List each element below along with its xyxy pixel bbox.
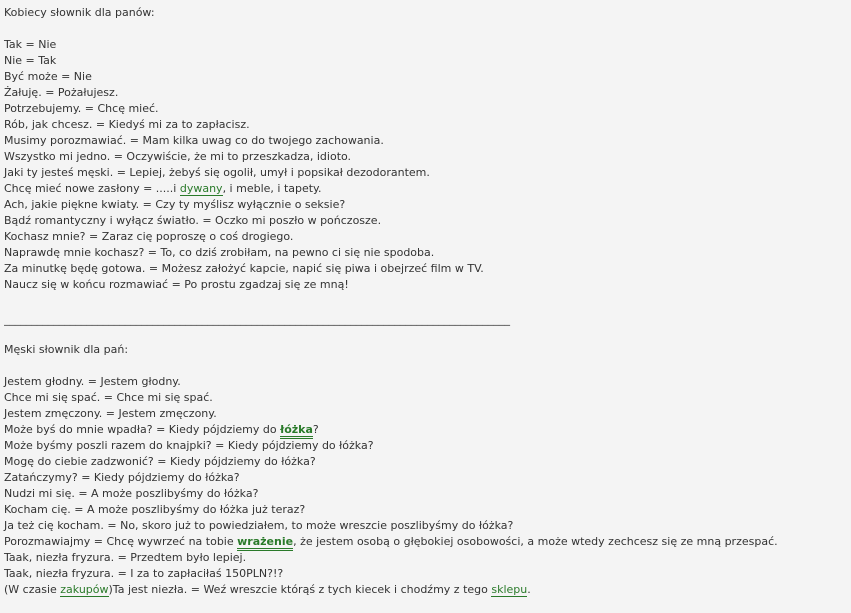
entry-text: Porozmawiajmy = Chcę wywrzeć na tobie bbox=[4, 535, 238, 548]
women-entry: Rób, jak chcesz. = Kiedyś mi za to zapłacisz. bbox=[4, 118, 250, 131]
women-entry: Jaki ty jesteś męski. = Lepiej, żebyś się ogolił, umył i popsikał dezodorantem. bbox=[4, 166, 430, 179]
entry-text: . bbox=[527, 583, 531, 596]
women-entry: Bądź romantyczny i wyłącz światło. = Oczko mi poszło w pończosze. bbox=[4, 214, 382, 227]
women-entry: Ach, jakie piękne kwiaty. = Czy ty myślisz wyłącznie o seksie? bbox=[4, 198, 346, 211]
entry-text: , i meble, i tapety. bbox=[222, 182, 322, 195]
women-entry: Za minutkę będę gotowa. = Możesz założyć kapcie, napić się piwa i obejrzeć film w TV. bbox=[4, 262, 484, 275]
women-entry: Żałuję. = Pożałujesz. bbox=[4, 86, 119, 99]
women-entry: Potrzebujemy. = Chcę mieć. bbox=[4, 102, 159, 115]
women-entry: Wszystko mi jedno. = Oczywiście, że mi to przeszkadza, idioto. bbox=[4, 150, 352, 163]
men-entry: Taak, niezła fryzura. = I za to zapłaciłaś 150PLN?!? bbox=[4, 567, 284, 580]
sklepu-link[interactable]: sklepu bbox=[491, 583, 528, 596]
women-dictionary-title: Kobiecy słownik dla panów: bbox=[4, 6, 155, 19]
entry-text: )Ta jest niezła. = Weź wreszcie którąś z tych kiecek i chodźmy z tego bbox=[108, 583, 492, 596]
entry-text: Chcę mieć nowe zasłony = .....i bbox=[4, 182, 180, 195]
entry-text: Może byś do mnie wpadła? = Kiedy pójdziemy do bbox=[4, 423, 281, 436]
men-entry: Mogę do ciebie zadzwonić? = Kiedy pójdziemy do łóżka? bbox=[4, 455, 316, 468]
men-entry: Ja też cię kocham. = No, skoro już to powiedziałem, to może wreszcie poszlibyśmy do łóżka? bbox=[4, 519, 514, 532]
wrazenie-link[interactable]: wrażenie bbox=[237, 535, 293, 551]
women-entry-curtains bbox=[4, 181, 322, 197]
men-entry: Może byśmy poszli razem do knajpki? = Kiedy pójdziemy do łóżka? bbox=[4, 439, 374, 452]
entry-text: , że jestem osobą o głębokiej osobowości, a może wtedy zechcesz się ze mną przespać. bbox=[293, 535, 778, 548]
entry-text: (W czasie bbox=[4, 583, 61, 596]
men-entry: Chce mi się spać. = Chce mi się spać. bbox=[4, 391, 213, 404]
men-entry: Jestem zmęczony. = Jestem zmęczony. bbox=[4, 407, 217, 420]
women-entry: Naprawdę mnie kochasz? = To, co dziś zrobiłam, na pewno ci się nie spodoba. bbox=[4, 246, 435, 259]
zakupow-link[interactable]: zakupów bbox=[60, 583, 109, 596]
women-entry: Kochasz mnie? = Zaraz cię poproszę o coś drogiego. bbox=[4, 230, 294, 243]
men-entry-visit bbox=[4, 422, 319, 438]
entry-text: ? bbox=[312, 423, 319, 436]
women-entry: Być może = Nie bbox=[4, 70, 92, 83]
men-dictionary-title: Męski słownik dla pań: bbox=[4, 343, 129, 356]
men-entry: Taak, niezła fryzura. = Przedtem było lepiej. bbox=[4, 551, 247, 564]
men-entry-talk bbox=[4, 534, 778, 550]
men-entry: Zatańczymy? = Kiedy pójdziemy do łóżka? bbox=[4, 471, 240, 484]
women-entry: Tak = Nie bbox=[4, 38, 57, 51]
women-entry: Nie = Tak bbox=[4, 54, 57, 67]
separator-line: ____________________________________________________________________________________________ bbox=[4, 313, 510, 326]
women-entry: Musimy porozmawiać. = Mam kilka uwag co do twojego zachowania. bbox=[4, 134, 384, 147]
women-entry: Naucz się w końcu rozmawiać = Po prostu zgadzaj się ze mną! bbox=[4, 278, 349, 291]
men-entry-shopping bbox=[4, 582, 531, 598]
lozka-link[interactable]: łóżka bbox=[280, 423, 313, 439]
men-entry: Nudzi mi się. = A może poszlibyśmy do łóżka? bbox=[4, 487, 259, 500]
dywany-link[interactable]: dywany bbox=[179, 182, 223, 195]
men-entry: Kocham cię. = A może poszlibyśmy do łóżka już teraz? bbox=[4, 503, 306, 516]
men-entry: Jestem głodny. = Jestem głodny. bbox=[4, 375, 181, 388]
